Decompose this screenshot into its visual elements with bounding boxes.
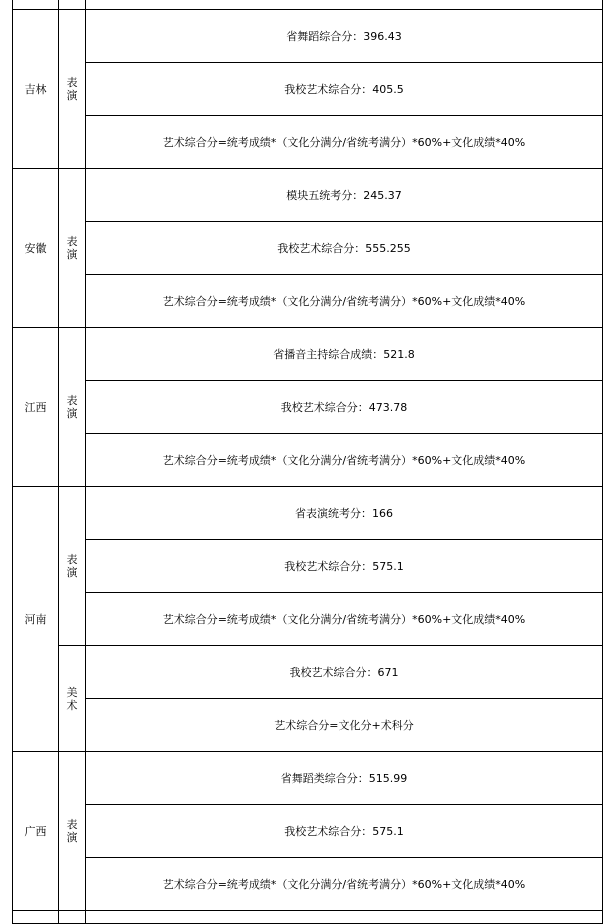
- score-info-cell: 我校艺术综合分：555.255: [86, 222, 603, 275]
- table-row-partial-top: [13, 0, 603, 10]
- table-row: [13, 116, 603, 169]
- empty-cell: [13, 911, 59, 924]
- admission-score-table: [12, 0, 603, 924]
- score-info-cell: 艺术综合分=统考成绩*（文化分满分/省统考满分）*60%+文化成绩*40%: [86, 116, 603, 169]
- table-row: [13, 328, 603, 381]
- category-cell: [59, 487, 86, 646]
- score-info-cell: 省播音主持综合成绩：521.8: [86, 328, 603, 381]
- score-info-cell: 艺术综合分=统考成绩*（文化分满分/省统考满分）*60%+文化成绩*40%: [86, 858, 603, 911]
- category-char: 表: [66, 235, 78, 248]
- category-char: 演: [66, 407, 78, 420]
- empty-cell: [86, 911, 603, 924]
- table-row: [13, 487, 603, 540]
- category-char: 演: [66, 89, 78, 102]
- category-char: 表: [66, 394, 78, 407]
- score-info-cell: 省舞蹈综合分：396.43: [86, 10, 603, 63]
- table-row: [13, 752, 603, 805]
- admission-score-table-body: [13, 0, 603, 924]
- category-cell: [59, 328, 86, 487]
- table-row: [13, 646, 603, 699]
- category-cell: [59, 169, 86, 328]
- score-info-cell: 我校艺术综合分：671: [86, 646, 603, 699]
- category-char: 演: [66, 566, 78, 579]
- category-char: 表: [66, 76, 78, 89]
- category-label: [59, 76, 85, 102]
- category-cell: [59, 10, 86, 169]
- category-label: [59, 818, 85, 844]
- table-row: [13, 540, 603, 593]
- score-info-cell: 艺术综合分=统考成绩*（文化分满分/省统考满分）*60%+文化成绩*40%: [86, 593, 603, 646]
- score-info-cell: 省表演统考分：166: [86, 487, 603, 540]
- category-label: [59, 394, 85, 420]
- table-row: [13, 169, 603, 222]
- table-row: [13, 222, 603, 275]
- empty-cell: [13, 0, 59, 10]
- score-info-cell: 我校艺术综合分：575.1: [86, 540, 603, 593]
- category-char: 演: [66, 831, 78, 844]
- score-info-cell: 我校艺术综合分：575.1: [86, 805, 603, 858]
- score-info-cell: 艺术综合分=统考成绩*（文化分满分/省统考满分）*60%+文化成绩*40%: [86, 275, 603, 328]
- category-label: [59, 686, 85, 712]
- category-char: 美: [66, 685, 78, 699]
- province-cell: 广西: [13, 752, 59, 911]
- empty-cell: [59, 911, 86, 924]
- category-char: 演: [66, 248, 78, 261]
- province-cell: 安徽: [13, 169, 59, 328]
- table-row: [13, 434, 603, 487]
- table-row: [13, 63, 603, 116]
- category-char: 表: [66, 553, 78, 566]
- table-row-partial-bottom: [13, 911, 603, 924]
- table-row: [13, 10, 603, 63]
- score-info-cell: 我校艺术综合分：405.5: [86, 63, 603, 116]
- table-row: [13, 381, 603, 434]
- category-label: [59, 235, 85, 261]
- province-cell: 江西: [13, 328, 59, 487]
- province-cell: 河南: [13, 487, 59, 752]
- category-label: [59, 553, 85, 579]
- table-row: [13, 699, 603, 752]
- province-cell: 吉林: [13, 10, 59, 169]
- empty-cell: [86, 0, 603, 10]
- score-info-cell: 省舞蹈类综合分：515.99: [86, 752, 603, 805]
- score-info-cell: 艺术综合分=文化分+术科分: [86, 699, 603, 752]
- table-row: [13, 805, 603, 858]
- table-row: [13, 858, 603, 911]
- score-info-cell: 模块五统考分：245.37: [86, 169, 603, 222]
- empty-cell: [59, 0, 86, 10]
- score-info-cell: 我校艺术综合分：473.78: [86, 381, 603, 434]
- table-row: [13, 593, 603, 646]
- category-cell: [59, 752, 86, 911]
- category-char: 表: [66, 818, 78, 831]
- score-info-cell: 艺术综合分=统考成绩*（文化分满分/省统考满分）*60%+文化成绩*40%: [86, 434, 603, 487]
- category-char: 术: [66, 698, 78, 712]
- table-row: [13, 275, 603, 328]
- category-cell: [59, 646, 86, 752]
